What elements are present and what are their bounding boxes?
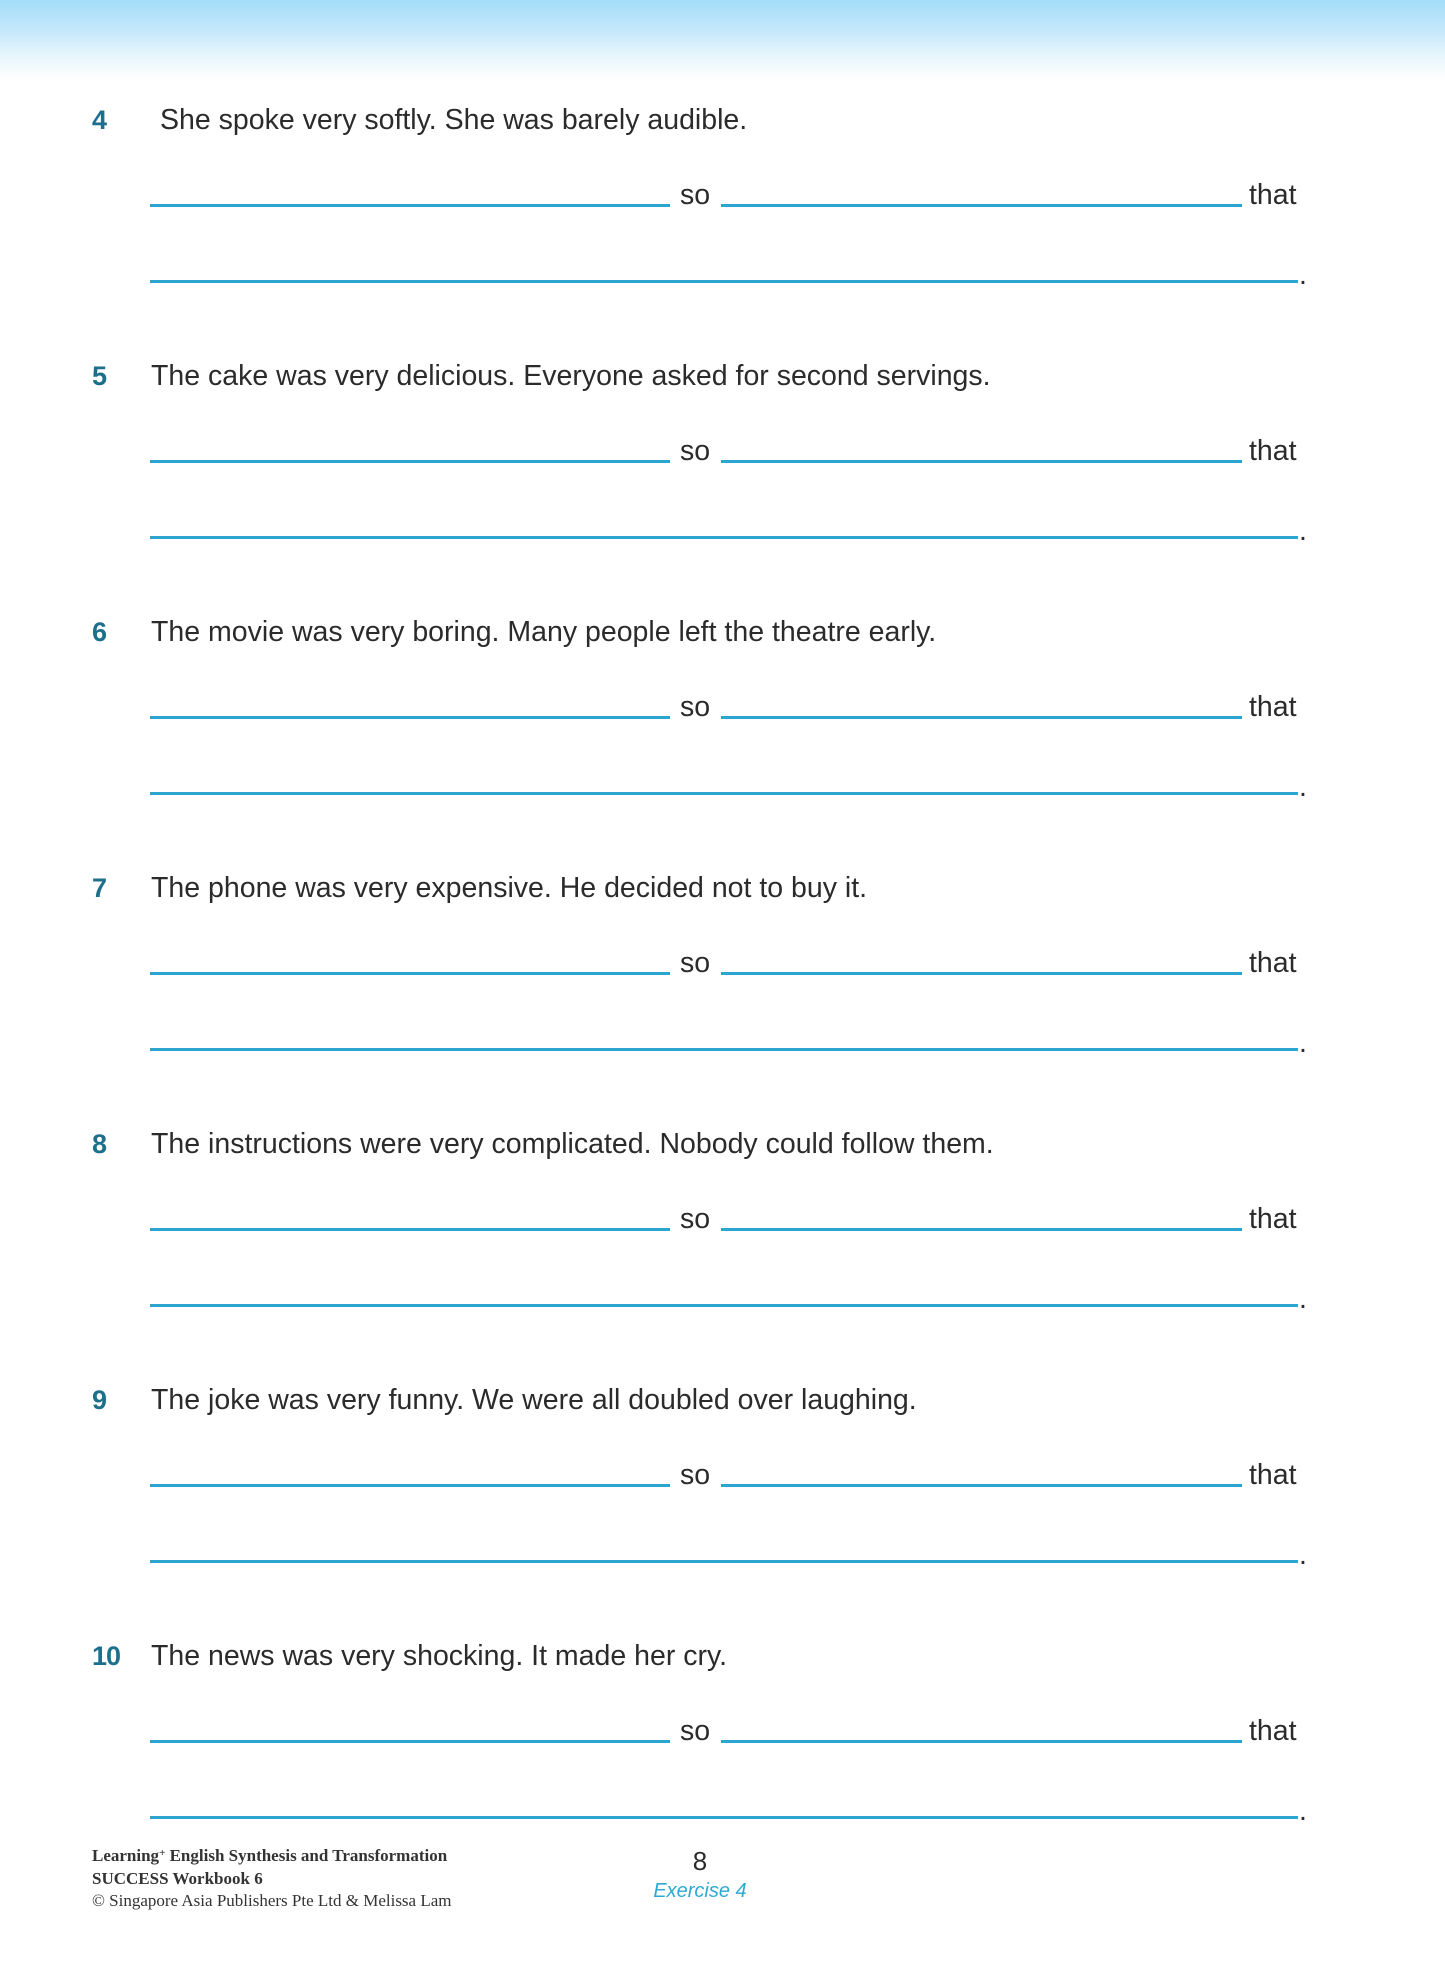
footer-title-rest: English Synthesis and Transformation [165,1846,448,1865]
answer-blank-full-line[interactable] [150,536,1298,539]
answer-blank-full-line[interactable] [150,1816,1298,1819]
footer-workbook: SUCCESS Workbook 6 [92,1868,263,1888]
connector-so: so [680,435,711,467]
connector-so: so [680,691,711,723]
answer-blank-after-so[interactable] [721,972,1242,975]
connector-that: that [1249,1203,1297,1235]
question-number: 9 [92,1385,108,1415]
exercise-label: Exercise 4 [653,1880,747,1902]
answer-blank-after-so[interactable] [721,204,1242,207]
answer-blank-before-so[interactable] [150,204,670,207]
answer-blank-full-line[interactable] [150,1560,1298,1563]
question-number: 5 [92,361,108,391]
question-number: 10 [92,1641,121,1671]
sentence-end-period: . [1299,1283,1307,1315]
footer-title-plus: + [159,1847,166,1859]
question-number: 7 [92,873,108,903]
connector-that: that [1249,947,1297,979]
answer-blank-before-so[interactable] [150,716,670,719]
answer-blank-before-so[interactable] [150,1228,670,1231]
answer-blank-before-so[interactable] [150,460,670,463]
question-prompt: She spoke very softly. She was barely audible. [160,104,748,136]
connector-that: that [1249,179,1297,211]
answer-blank-full-line[interactable] [150,792,1298,795]
question-prompt: The instructions were very complicated. Nobody could follow them. [151,1128,994,1160]
question-number: 4 [92,105,108,135]
footer-title-main: Learning [92,1846,160,1865]
question-item [0,103,1445,343]
connector-that: that [1249,1715,1297,1747]
question-prompt: The movie was very boring. Many people left the theatre early. [151,616,937,648]
answer-blank-after-so[interactable] [721,716,1242,719]
connector-so: so [680,1203,711,1235]
connector-so: so [680,1715,711,1747]
footer-book-title [92,1842,452,1868]
answer-blank-after-so[interactable] [721,1484,1242,1487]
question-item [0,359,1445,599]
question-prompt: The phone was very expensive. He decided not to buy it. [151,872,868,904]
question-item [0,615,1445,855]
sentence-end-period: . [1299,771,1307,803]
answer-blank-full-line[interactable] [150,1304,1298,1307]
answer-blank-before-so[interactable] [150,972,670,975]
answer-blank-full-line[interactable] [150,280,1298,283]
page-number: 8 [692,1846,708,1876]
connector-that: that [1249,435,1297,467]
header-gradient-band [0,0,1445,80]
answer-blank-full-line[interactable] [150,1048,1298,1051]
footer-credits [92,1842,452,1913]
connector-so: so [680,1459,711,1491]
footer-copyright: © Singapore Asia Publishers Pte Ltd & Melissa Lam [92,1891,452,1910]
sentence-end-period: . [1299,259,1307,291]
answer-blank-after-so[interactable] [721,460,1242,463]
connector-that: that [1249,1459,1297,1491]
question-item [0,1127,1445,1367]
question-item [0,871,1445,1111]
question-number: 6 [92,617,108,647]
question-prompt: The news was very shocking. It made her cry. [151,1640,728,1672]
answer-blank-before-so[interactable] [150,1740,670,1743]
connector-so: so [680,179,711,211]
question-prompt: The joke was very funny. We were all doubled over laughing. [151,1384,917,1416]
question-number: 8 [92,1129,108,1159]
sentence-end-period: . [1299,1795,1307,1827]
sentence-end-period: . [1299,1539,1307,1571]
sentence-end-period: . [1299,1027,1307,1059]
sentence-end-period: . [1299,515,1307,547]
answer-blank-before-so[interactable] [150,1484,670,1487]
connector-so: so [680,947,711,979]
answer-blank-after-so[interactable] [721,1740,1242,1743]
connector-that: that [1249,691,1297,723]
question-item [0,1383,1445,1623]
answer-blank-after-so[interactable] [721,1228,1242,1231]
question-prompt: The cake was very delicious. Everyone asked for second servings. [151,360,991,392]
